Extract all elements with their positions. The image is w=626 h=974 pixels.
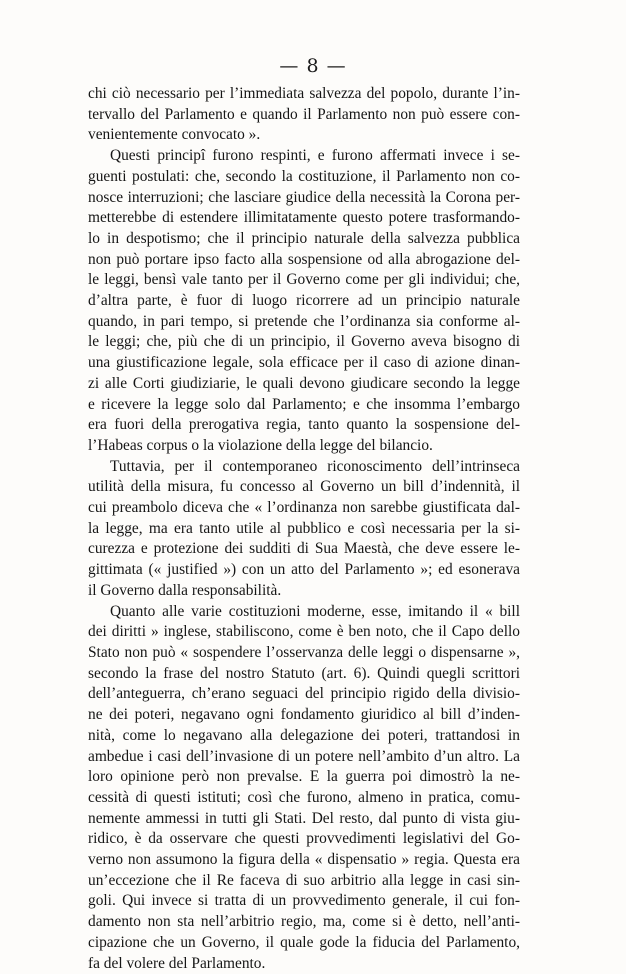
text-line: fa del volere del Parlamento. — [88, 954, 266, 972]
text-line: zi alle Corti giudiziarie, le quali devono giudicare secondo la legge — [88, 374, 520, 392]
text-line: la legge, ma era tanto utile al pubblico e così necessaria per la si- — [88, 519, 520, 537]
paragraph — [88, 602, 520, 974]
text-line: cui preambolo diceva che « l’ordinanza non sarebbe giustificata dal- — [88, 499, 520, 517]
text-line: metterebbe di estendere illimitatamente questo potere trasformando- — [88, 209, 520, 227]
text-line: utilità della misura, fu concesso al Governo un bill d’indennità, il — [88, 478, 520, 496]
text-line: le leggi; che, più che di un principio, il Governo aveva bisogno di — [88, 333, 520, 351]
text-line: Stato non può « sospendere l’osservanza delle leggi o dispensarne », — [88, 643, 520, 661]
text-line: quando, in pari tempo, si pretende che l’ordinanza sia conforme al- — [88, 312, 520, 330]
text-line: dei diritti » inglese, stabiliscono, come è ben noto, che il Capo dello — [88, 623, 520, 641]
text-line: cessità di questi istituti; così che furono, almeno in pratica, comu- — [88, 788, 520, 806]
text-line: un’eccezione che il Re faceva di suo arbitrio alla legge in casi sin- — [88, 871, 520, 889]
text-line: secondo la frase del nostro Statuto (art. 6). Quindi quegli scrittori — [88, 664, 520, 682]
text-line: d’altra parte, è fuor di luogo ricorrere ad un principio naturale — [88, 292, 520, 310]
text-line: loro opinione però non prevalse. E la guerra poi dimostrò la ne- — [88, 768, 520, 786]
text-line: chi ciò necessario per l’immediata salvezza del popolo, durante l’in- — [88, 85, 520, 102]
page-number: — 8 — — [279, 55, 347, 77]
text-line: cipazione che un Governo, il quale gode la fiducia del Parlamento, — [88, 933, 520, 951]
text-line: nemente ammessi in tutti gli Stati. Del resto, dal punto di vista giu- — [88, 809, 520, 827]
text-line: non può portare ipso facto alla sospensione od alla abrogazione del- — [88, 250, 520, 268]
paragraph — [88, 84, 520, 146]
text-line: era fuori della prerogativa regia, tanto quanto la sospensione del- — [88, 416, 520, 434]
text-line: goli. Qui invece si tratta di un provvedimento generale, il cui fon- — [88, 892, 520, 910]
text-line: le leggi, bensì vale tanto per il Governo come per gli individui; che, — [88, 271, 520, 289]
paragraph — [88, 457, 520, 602]
text-line: tervallo del Parlamento e quando il Parlamento non può essere con- — [88, 105, 520, 123]
text-line: dell’anteguerra, ch’erano seguaci del principio rigido della divisio- — [88, 685, 520, 703]
text-line: Questi principî furono respinti, e furono affermati invece i se- — [110, 147, 520, 165]
body-text — [88, 84, 520, 974]
text-line: e ricevere la legge solo dal Parlamento; e che insomma l’embargo — [88, 395, 520, 413]
text-line: nosce interruzioni; che lasciare giudice della necessità la Corona per- — [88, 188, 520, 206]
text-line: ridico, è da osservare che questi provvedimenti legislativi del Go- — [88, 830, 520, 848]
text-line: venientemente convocato ». — [88, 126, 261, 144]
paragraph — [88, 146, 520, 457]
text-line: il Governo dalla responsabilità. — [88, 581, 282, 599]
text-line: Tuttavia, per il contemporaneo riconoscimento dell’intrinseca — [110, 457, 520, 475]
text-line: una giustificazione legale, sola efficace per il caso di azione dinan- — [88, 354, 520, 372]
text-line: l’Habeas corpus o la violazione della legge del bilancio. — [88, 436, 433, 454]
text-line: lo in despotismo; che il principio naturale della salvezza pubblica — [88, 229, 520, 247]
text-line: guenti postulati: che, secondo la costituzione, il Parlamento non co- — [88, 167, 520, 185]
text-line: curezza e protezione dei sudditi di Sua Maestà, che deve essere le- — [88, 540, 520, 558]
text-line: ne dei poteri, negavano ogni fondamento giuridico al bill d’inden- — [88, 706, 520, 724]
text-line: verno non assumono la figura della « dispensatio » regia. Questa era — [88, 851, 520, 869]
text-line: nità, come lo negavano alla delegazione dei poteri, trattandosi in — [88, 726, 520, 744]
text-line: ambedue i casi dell’invasione di un potere nell’ambito d’un altro. La — [88, 747, 520, 765]
text-line: gittimata (« justified ») con un atto del Parlamento »; ed esonerava — [88, 561, 520, 579]
text-line: damento non sta nell’arbitrio regio, ma, come si è detto, nell’anti- — [88, 913, 520, 931]
text-line: Quanto alle varie costituzioni moderne, esse, imitando il « bill — [110, 602, 520, 620]
